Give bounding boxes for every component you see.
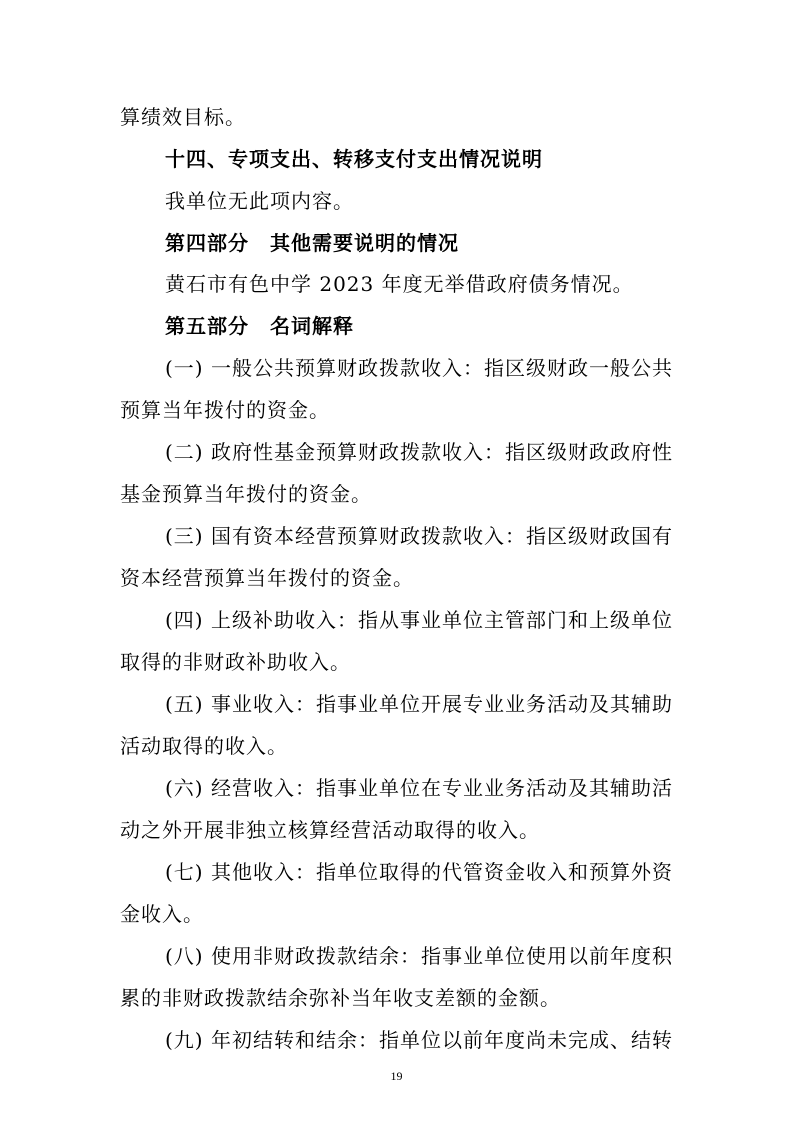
glossary-item-5-line-1: (五) 事业收入：指事业单位开展专业业务活动及其辅助 <box>165 692 673 716</box>
glossary-item-6-line-1: (六) 经营收入：指事业单位在专业业务活动及其辅助活 <box>165 776 673 800</box>
glossary-item-9-line-1: (九) 年初结转和结余：指单位以前年度尚未完成、结转 <box>165 1028 673 1052</box>
glossary-item-1-line-2: 预算当年拨付的资金。 <box>120 398 330 422</box>
glossary-item-4-line-1: (四) 上级补助收入：指从事业单位主管部门和上级单位 <box>165 608 673 632</box>
text-line-government-debt: 黄石市有色中学 2023 年度无举借政府债务情况。 <box>165 272 634 296</box>
glossary-item-3-line-1: (三) 国有资本经营预算财政拨款收入：指区级财政国有 <box>165 524 673 548</box>
glossary-item-5-line-2: 活动取得的收入。 <box>120 734 288 758</box>
glossary-item-2-line-2: 基金预算当年拨付的资金。 <box>120 482 372 506</box>
glossary-item-1-line-1: (一) 一般公共预算财政拨款收入：指区级财政一般公共 <box>165 356 673 380</box>
glossary-item-4-line-2: 取得的非财政补助收入。 <box>120 650 351 674</box>
glossary-item-3-line-2: 资本经营预算当年拨付的资金。 <box>120 566 414 590</box>
glossary-item-8-line-1: (八) 使用非财政拨款结余：指事业单位使用以前年度积 <box>165 944 673 968</box>
part-heading-glossary: 第五部分 名词解释 <box>165 314 354 338</box>
page-number: 19 <box>390 1069 403 1083</box>
glossary-item-7-line-2: 金收入。 <box>120 902 204 926</box>
glossary-item-2-line-1: (二) 政府性基金预算财政拨款收入：指区级财政政府性 <box>165 440 673 464</box>
text-line-continuation: 算绩效目标。 <box>120 105 246 129</box>
glossary-item-6-line-2: 动之外开展非独立核算经营活动取得的收入。 <box>120 818 540 842</box>
text-line-no-content: 我单位无此项内容。 <box>165 189 354 213</box>
glossary-item-8-line-2: 累的非财政拨款结余弥补当年收支差额的金额。 <box>120 986 561 1010</box>
section-heading-special-expenditure: 十四、专项支出、转移支付支出情况说明 <box>165 147 543 171</box>
part-heading-other-matters: 第四部分 其他需要说明的情况 <box>165 231 459 255</box>
glossary-item-7-line-1: (七) 其他收入：指单位取得的代管资金收入和预算外资 <box>165 860 673 884</box>
